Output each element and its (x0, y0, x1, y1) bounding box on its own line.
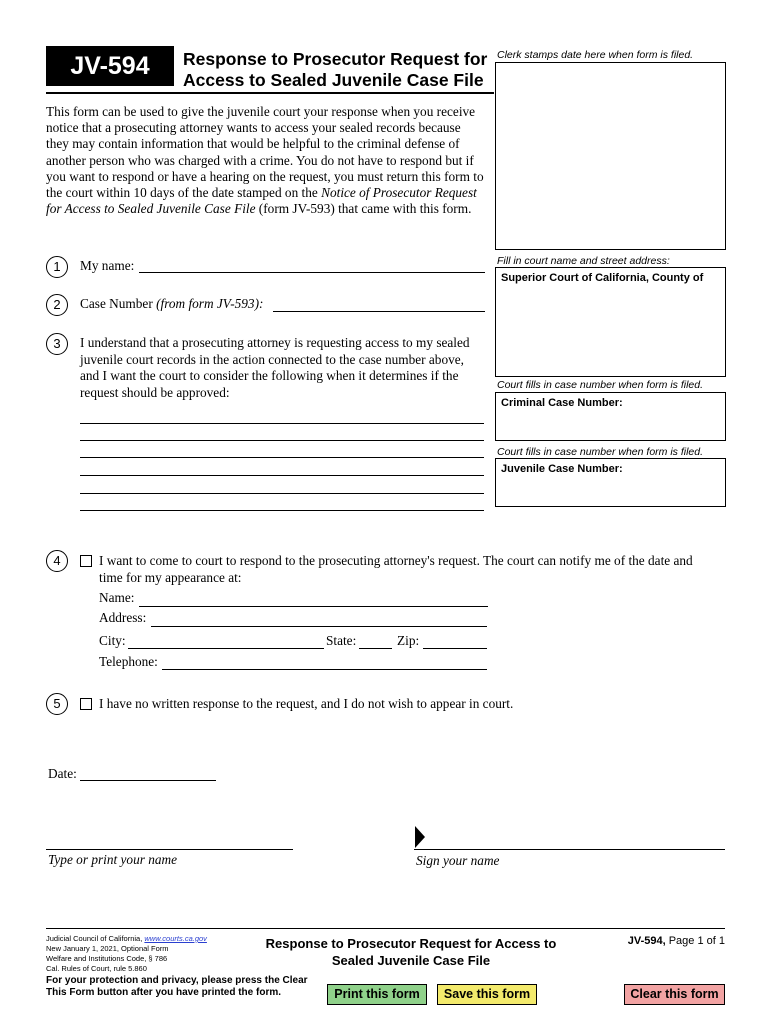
court-fill-label: Fill in court name and street address: (497, 255, 670, 267)
footer-rule (46, 928, 725, 929)
save-button[interactable]: Save this form (437, 984, 537, 1005)
criminal-case-title: Criminal Case Number: (501, 397, 623, 409)
signature-arrow-icon (414, 826, 426, 848)
telephone-field[interactable] (162, 669, 487, 670)
item-4-text-line1: I want to come to court to respond to the prosecuting attorney's request. The court can notify me of the date and (99, 553, 693, 568)
footer-page: Page 1 of 1 (668, 935, 725, 947)
item-2-label: Case Number (80, 296, 153, 311)
footer-page-info (560, 935, 725, 947)
city-field[interactable] (128, 648, 324, 649)
clerk-stamp-label: Clerk stamps date here when form is filed. (497, 49, 694, 61)
clerk-stamp-box (495, 62, 726, 250)
date-label: Date: (48, 766, 77, 781)
sign-name-label: Sign your name (416, 853, 500, 868)
privacy-line1: For your protection and privacy, please press the Clear (46, 975, 308, 986)
juvenile-case-title: Juvenile Case Number: (501, 463, 623, 475)
signature-field[interactable] (414, 849, 725, 850)
privacy-notice (46, 975, 308, 999)
my-name-field[interactable] (139, 272, 485, 273)
print-button[interactable]: Print this form (327, 984, 427, 1005)
telephone-label: Telephone: (99, 654, 158, 669)
footer-council-link[interactable]: www.courts.ca.gov (144, 934, 207, 943)
item-5-number: 5 (46, 693, 68, 715)
footer-title-line1: Response to Prosecutor Request for Access to (265, 936, 557, 951)
item-2-number: 2 (46, 294, 68, 316)
response-line-2[interactable] (80, 440, 484, 441)
footer-rules: Cal. Rules of Court, rule 5.860 (46, 964, 147, 973)
appearance-name-label: Name: (99, 590, 135, 605)
item-1-label: My name: (80, 258, 135, 273)
criminal-case-box[interactable] (495, 392, 726, 441)
juvenile-case-label: Court fills in case number when form is filed. (497, 446, 703, 458)
state-label: State: (326, 633, 357, 648)
address-label: Address: (99, 610, 147, 625)
response-line-4[interactable] (80, 475, 484, 476)
footer-form-id: JV-594, (627, 935, 666, 947)
item-5-checkbox[interactable] (80, 698, 92, 710)
footer-effective: New January 1, 2021, Optional Form (46, 944, 169, 953)
form-id-badge: JV-594 (46, 46, 174, 86)
response-line-1[interactable] (80, 423, 484, 424)
item-2-label-wrap (80, 296, 263, 312)
item-4-checkbox[interactable] (80, 555, 92, 567)
item-1-number: 1 (46, 256, 68, 278)
item-5-text: I have no written response to the request, and I do not wish to appear in court. (99, 696, 514, 711)
item-2-label-italic: (from form JV-593): (156, 296, 264, 311)
footer-citations (46, 934, 207, 974)
type-name-field[interactable] (46, 849, 293, 850)
header-rule (46, 92, 494, 94)
intro-paragraph (46, 104, 486, 217)
form-title (183, 49, 503, 91)
intro-text-italic: Notice of Prosecutor Request for Access to Sealed Juvenile Case File (46, 185, 477, 217)
item-3-text: I understand that a prosecuting attorney is requesting access to my sealed juvenile court records in the action connected to the case number above, and I want the court to consider the following when it determines if the request should be approved: (80, 335, 470, 400)
response-line-6[interactable] (80, 510, 484, 511)
court-name-box[interactable] (495, 267, 726, 377)
zip-label: Zip: (397, 633, 420, 648)
date-field[interactable] (80, 780, 216, 781)
footer-council: Judicial Council of California, (46, 934, 143, 943)
item-3-number: 3 (46, 333, 68, 355)
juvenile-case-box[interactable] (495, 458, 726, 507)
case-number-field[interactable] (273, 311, 485, 312)
response-line-3[interactable] (80, 457, 484, 458)
form-title-line2: Access to Sealed Juvenile Case File (183, 70, 484, 90)
address-field[interactable] (151, 626, 487, 627)
intro-text-1: This form can be used to give the juvenile court your response when you receive notice that a prosecuting attorney wants to access your sealed records because they may contain information that would be helpful to the criminal defense of another person who was charged with a crime. You do not have to respond but if you want to respond or have a hearing on the request, you must return this form to the court within 10 days of the date stamped on the (46, 104, 484, 201)
form-title-line1: Response to Prosecutor Request for (183, 49, 488, 69)
clear-button[interactable]: Clear this form (624, 984, 725, 1005)
response-line-5[interactable] (80, 493, 484, 494)
item-4-number: 4 (46, 550, 68, 572)
privacy-line2: This Form button after you have printed the form. (46, 987, 282, 998)
footer-title-line2: Sealed Juvenile Case File (331, 953, 491, 968)
state-field[interactable] (359, 648, 392, 649)
court-name: Superior Court of California, County of (501, 272, 704, 284)
footer-title (246, 935, 576, 969)
item-4-text-line2: time for my appearance at: (99, 570, 242, 585)
type-name-label: Type or print your name (48, 852, 178, 867)
intro-text-2: (form JV-593) that came with this form. (255, 201, 472, 217)
appearance-name-field[interactable] (139, 606, 488, 607)
city-label: City: (99, 633, 126, 648)
footer-council-line (46, 934, 207, 944)
footer-code: Welfare and Institutions Code, § 786 (46, 954, 168, 963)
zip-field[interactable] (423, 648, 487, 649)
criminal-case-label: Court fills in case number when form is filed. (497, 379, 703, 391)
